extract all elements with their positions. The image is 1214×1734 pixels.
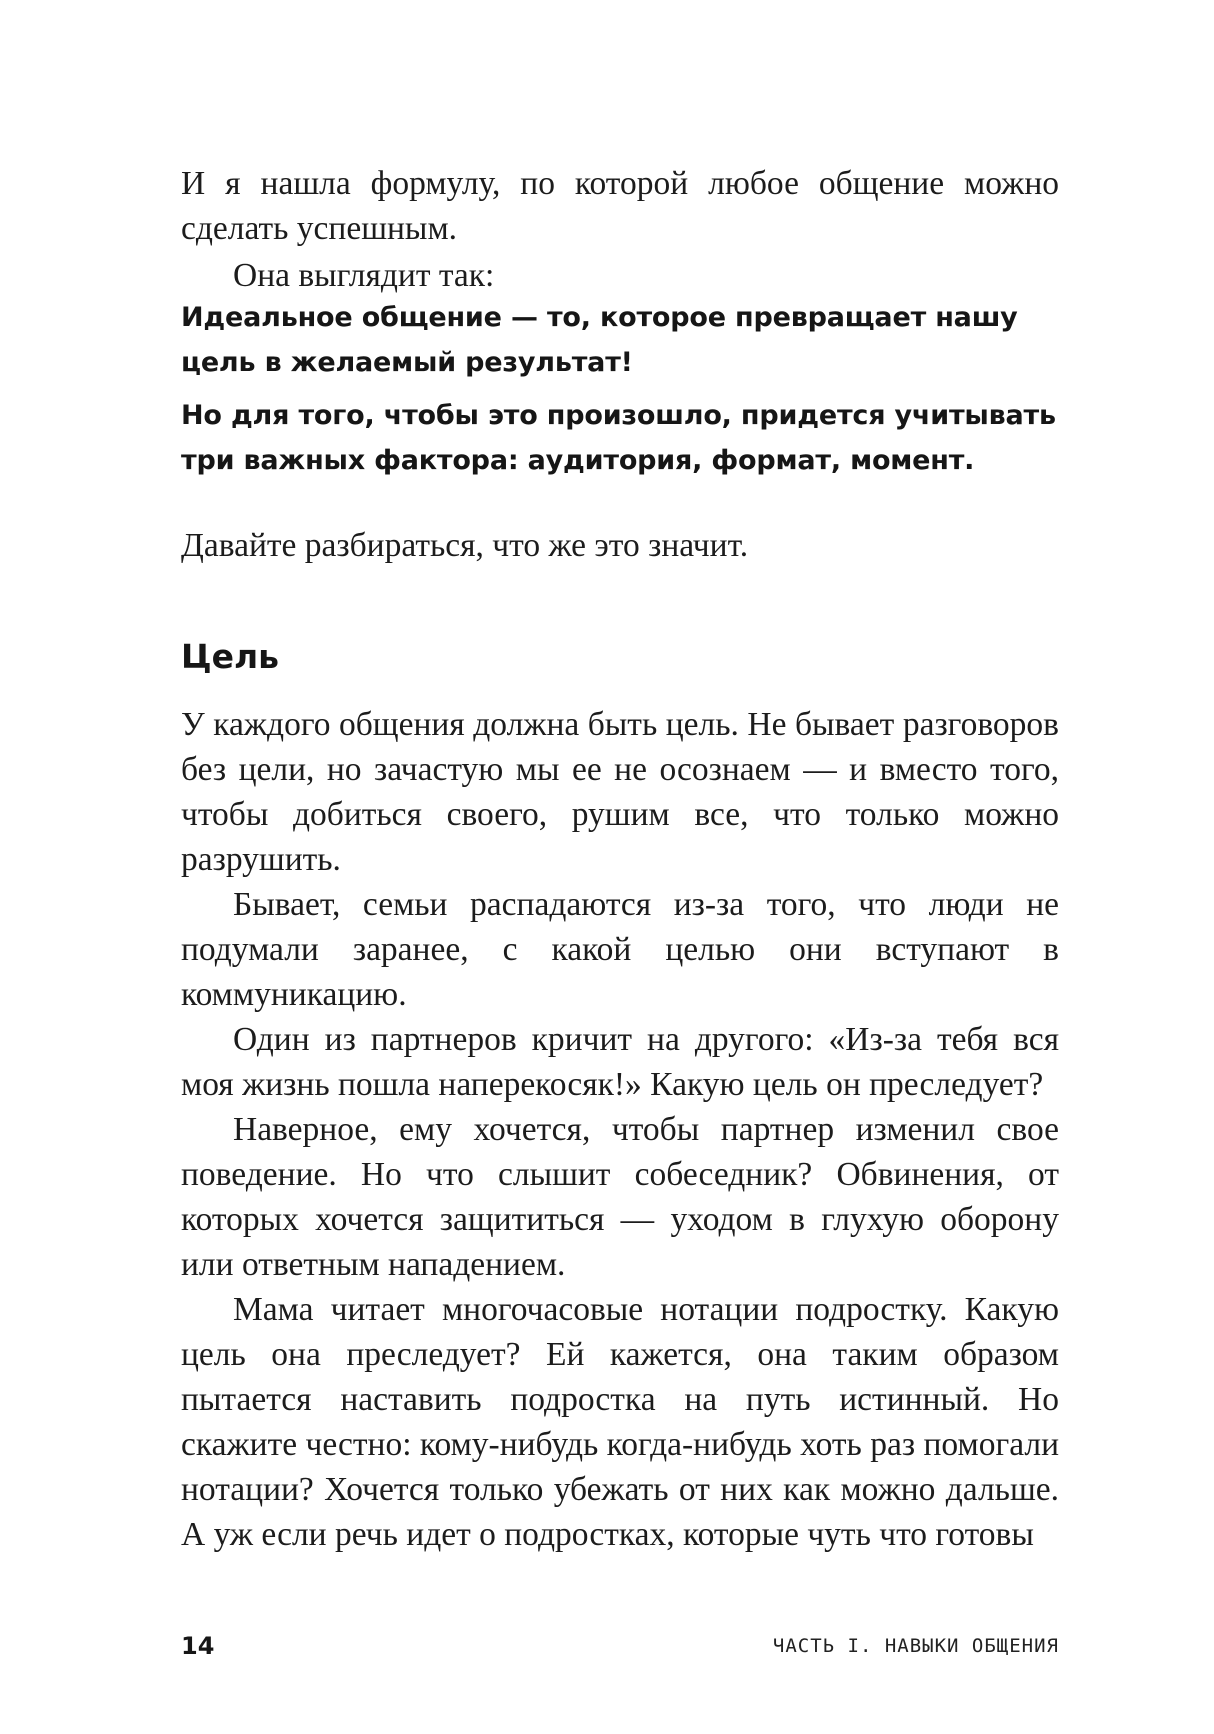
section-paragraph-4: Наверное, ему хочется, чтобы партнер изменил свое поведение. Но что слышит собеседник? Обвинения, от которых хочется защититься — уходом в глухую оборону или ответным нападением. [181,1111,1059,1283]
section-paragraph-2: Бывает, семьи распадаются из-за того, что люди не подумали заранее, с какой целью они вступают в коммуникацию. [181,886,1059,1013]
bold-statement-2: Но для того, чтобы это произошло, придется учитывать три важных фактора: аудитория, формат, момент. [181,400,1056,476]
section-body [181,702,1059,1557]
running-head: ЧАСТЬ I. НАВЫКИ ОБЩЕНИЯ [772,1635,1059,1657]
bold-statement-1: Идеальное общение — то, которое превращает нашу цель в желаемый результат! [181,302,1018,378]
book-page [181,0,1059,1734]
intro-paragraph-1: И я нашла формулу, по которой любое общение можно сделать успешным. [181,165,1059,247]
section-heading: Цель [181,637,280,676]
page-number: 14 [181,1632,215,1660]
intro-paragraph-3: Давайте разбираться, что же это значит. [181,527,749,564]
page-footer [181,1628,1059,1668]
section-paragraph-3: Один из партнеров кричит на другого: «Из-за тебя вся моя жизнь пошла наперекосяк!» Какую цель он преследует? [181,1021,1059,1103]
section-paragraph-1: У каждого общения должна быть цель. Не бывает разговоров без цели, но зачастую мы ее не осознаем — и вместо того, чтобы добиться своего, рушим все, что только можно разрушить. [181,706,1059,878]
section-paragraph-5: Мама читает многочасовые нотации подростку. Какую цель она преследует? Ей кажется, она таким образом пытается наставить подростка на путь истинный. Но скажите честно: кому-нибудь когда-нибудь хоть раз помогали нотации? Хочется только убежать от них как можно дальше. А уж если речь идет о подростках, которые чуть что готовы [181,1291,1059,1553]
intro-paragraph-2: Она выглядит так: [233,257,495,294]
